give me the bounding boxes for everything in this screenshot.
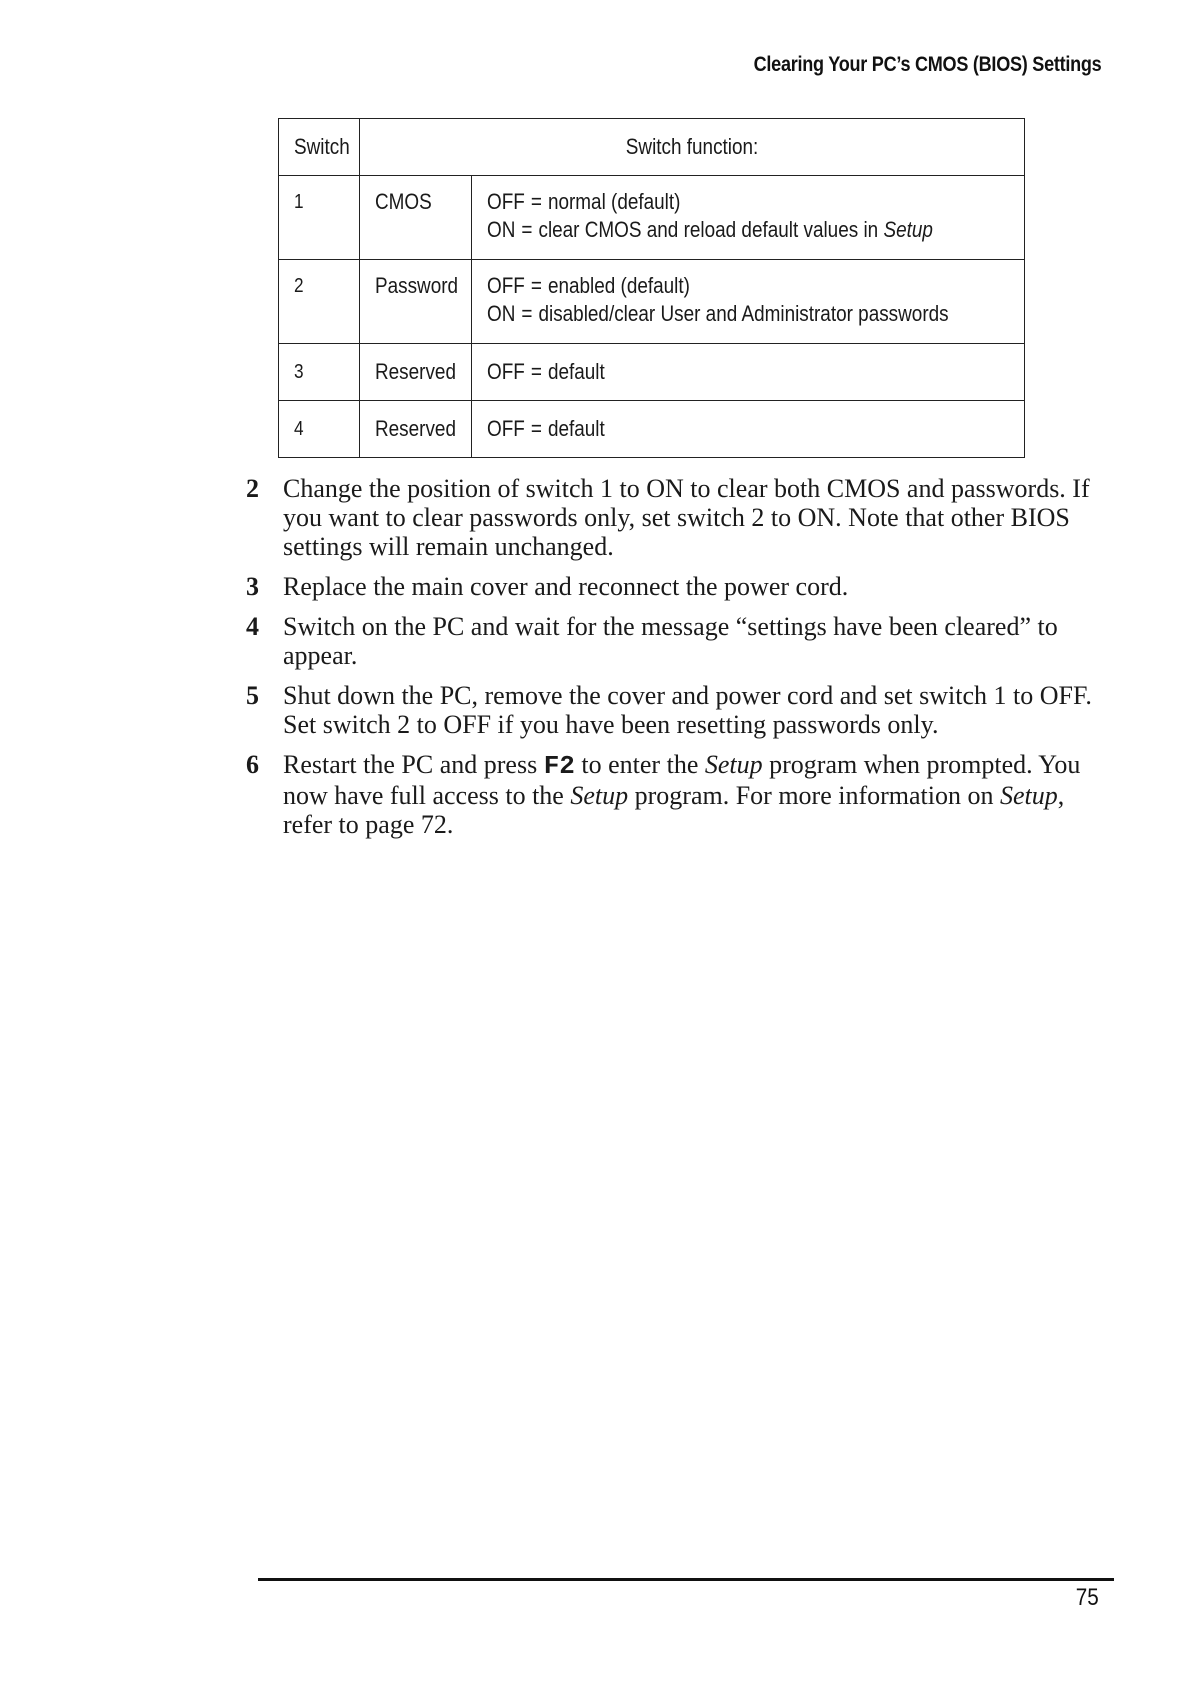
switch-number: 2 — [279, 260, 360, 344]
switch-number: 4 — [279, 401, 360, 458]
table-row — [279, 344, 1025, 401]
switch-function: OFF = normal (default) ON = clear CMOS and reload default values in Setup — [472, 176, 1025, 260]
running-header: Clearing Your PC’s CMOS (BIOS) Settings — [753, 53, 1101, 76]
step-text: Replace the main cover and reconnect the power cord. — [283, 572, 849, 601]
step-text: Change the position of switch 1 to ON to clear both CMOS and passwords. If you want to clear passwords only, set switch 2 to ON. Note that other BIOS settings will remain unchanged. — [283, 474, 1090, 561]
list-item — [240, 474, 1110, 561]
page-number: 75 — [1076, 1584, 1099, 1611]
switch-settings-table — [278, 118, 1025, 458]
step-number: 6 — [246, 750, 259, 779]
switch-name: Reserved — [359, 344, 472, 401]
switch-number: 3 — [279, 344, 360, 401]
switch-function: OFF = enabled (default) ON = disabled/clear User and Administrator passwords — [472, 260, 1025, 344]
table-row — [279, 176, 1025, 260]
header-switch: Switch — [279, 119, 360, 176]
step-number: 2 — [246, 474, 259, 503]
switch-name: CMOS — [359, 176, 472, 260]
footer-divider — [258, 1578, 1114, 1581]
switch-function: OFF = default — [472, 344, 1025, 401]
step-text: Shut down the PC, remove the cover and power cord and set switch 1 to OFF. Set switch 2 to OFF if you have been resetting passwords only. — [283, 681, 1092, 739]
table-row — [279, 260, 1025, 344]
table-header-row — [279, 119, 1025, 176]
switch-number: 1 — [279, 176, 360, 260]
switch-function: OFF = default — [472, 401, 1025, 458]
procedure-steps — [240, 474, 1110, 850]
table-row — [279, 401, 1025, 458]
switch-name: Reserved — [359, 401, 472, 458]
step-text: Switch on the PC and wait for the message “settings have been cleared” to appear. — [283, 612, 1058, 670]
step-text: Restart the PC and press F2 to enter the Setup program when prompted. You now have full access to the Setup program. For more information on Setup, refer to page 72. — [283, 750, 1081, 839]
list-item — [240, 750, 1110, 839]
step-number: 4 — [246, 612, 259, 641]
list-item — [240, 612, 1110, 670]
step-number: 3 — [246, 572, 259, 601]
f2-key: F2 — [543, 751, 575, 781]
step-number: 5 — [246, 681, 259, 710]
list-item — [240, 572, 1110, 601]
switch-name: Password — [359, 260, 472, 344]
list-item — [240, 681, 1110, 739]
header-switch-function: Switch function: — [359, 119, 1024, 176]
